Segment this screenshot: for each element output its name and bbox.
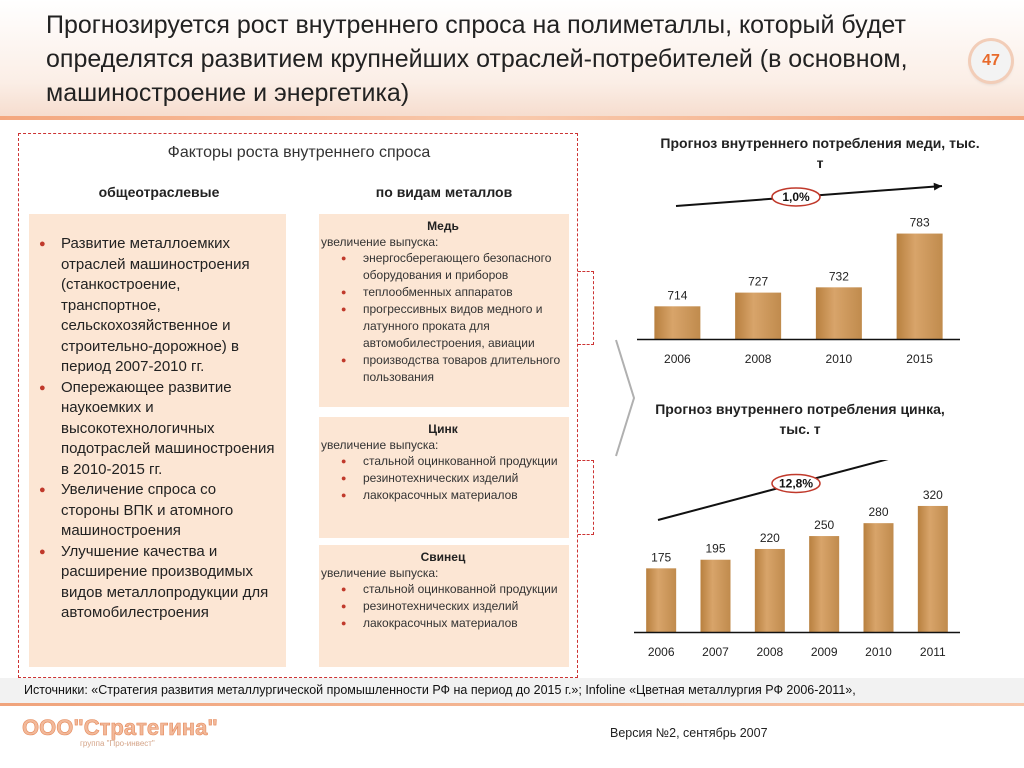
category-label-2010: 2010 xyxy=(865,645,892,659)
category-label-2008: 2008 xyxy=(756,645,784,659)
value-label-2006: 175 xyxy=(651,550,672,565)
metal-factor-item: ● энергосберегающего безопасного оборудования и приборов xyxy=(321,250,565,284)
page-number-badge: 47 xyxy=(971,41,1011,81)
bar-2009 xyxy=(809,536,839,632)
bar-2015 xyxy=(897,234,943,339)
metal-factor-item: ● стальной оцинкованной продукции xyxy=(321,453,565,470)
value-label-2010: 732 xyxy=(828,269,849,284)
value-label-2011: 320 xyxy=(922,487,943,502)
category-label-2015: 2015 xyxy=(906,352,933,366)
copper-chart-title: Прогноз внутреннего потребления меди, тыс. т xyxy=(660,135,980,171)
general-factors-box xyxy=(29,214,286,667)
slide-title: Прогнозируется рост внутреннего спроса на полиметаллы, который будет определятся развитием крупнейших отраслей-потребителей (в основном, машиностроение и энергетика) xyxy=(46,11,908,107)
header-divider xyxy=(0,116,1024,120)
category-label-2007: 2007 xyxy=(702,645,729,659)
metal-factor-item: ● резинотехнических изделий xyxy=(321,598,565,615)
zinc-bar-chart xyxy=(630,460,970,670)
bar-2008 xyxy=(755,549,785,632)
bar-2006 xyxy=(646,568,676,632)
general-factors-heading: общеотраслевые xyxy=(98,184,220,200)
general-factor-item: ● Улучшение качества и расширение производимых видов металлопродукции для автомобилестроения xyxy=(39,542,278,624)
metal-factor-item: ● теплообменных аппаратов xyxy=(321,284,565,301)
bar-2010 xyxy=(864,523,894,632)
lead-factors-box xyxy=(319,545,569,667)
general-factors-list xyxy=(39,234,278,624)
company-logo xyxy=(20,709,230,749)
category-label-2010: 2010 xyxy=(825,352,853,366)
general-factor-item: ● Увеличение спроса со стороны ВПК и атомного машиностроения xyxy=(39,480,278,542)
category-label-2006: 2006 xyxy=(647,645,675,659)
lead-factors-list xyxy=(321,581,565,632)
category-label-2009: 2009 xyxy=(810,645,838,659)
footer-divider xyxy=(0,703,1024,706)
copper-bar-chart xyxy=(630,180,970,380)
bar-2007 xyxy=(701,560,731,632)
trend-arrowhead xyxy=(934,183,942,191)
logo-subtext: группа "Про-инвест" xyxy=(80,739,155,748)
logo-text: ООО"Стратегина" xyxy=(22,715,218,740)
general-factor-item: ● Развитие металлоемких отраслей машиностроения (станкостроение, транспортное, сельскохозяйственное и строительно-дорожное) в период 2007-2010 гг. xyxy=(39,234,278,378)
metal-factor-item: ● резинотехнических изделий xyxy=(321,470,565,487)
bar-2006 xyxy=(654,306,700,339)
copper-connector-bracket xyxy=(578,271,594,345)
metal-increase-label: увеличение выпуска: xyxy=(321,438,439,452)
metal-factors-heading: по видам металлов xyxy=(375,184,513,200)
metal-increase-label: увеличение выпуска: xyxy=(321,235,439,249)
metal-name-copper: Медь xyxy=(427,219,459,233)
growth-rate-label: 12,8% xyxy=(778,476,814,491)
general-factor-item: ● Опережающее развитие наукоемких и высокотехнологичных подотраслей машиностроения в 2010-2015 гг. xyxy=(39,378,278,481)
bar-2010 xyxy=(816,287,862,339)
metal-factor-item: ● лакокрасочных материалов xyxy=(321,487,565,504)
value-label-2015: 783 xyxy=(909,215,930,230)
metal-name-zinc: Цинк xyxy=(428,422,458,436)
copper-factors-box xyxy=(319,214,569,407)
zinc-factors-list xyxy=(321,453,565,504)
category-label-2008: 2008 xyxy=(744,352,772,366)
factors-panel xyxy=(18,133,578,678)
metal-factor-item: ● прогрессивных видов медного и латунного проката для автомобилестроения, авиации xyxy=(321,301,565,352)
growth-rate-label: 1,0% xyxy=(782,189,810,204)
metal-factor-item: ● стальной оцинкованной продукции xyxy=(321,581,565,598)
value-label-2009: 250 xyxy=(814,518,835,533)
metal-factor-item: ● лакокрасочных материалов xyxy=(321,615,565,632)
value-label-2007: 195 xyxy=(705,541,726,556)
metal-increase-label: увеличение выпуска: xyxy=(321,566,439,580)
zinc-chart-title: Прогноз внутреннего потребления цинка, тыс. т xyxy=(655,401,945,437)
bar-2011 xyxy=(918,506,948,632)
version-label: Версия №2, сентябрь 2007 xyxy=(610,726,768,740)
factors-title: Факторы роста внутреннего спроса xyxy=(167,144,431,161)
copper-factors-list xyxy=(321,250,565,386)
sources-note: Источники: «Стратегия развития металлургической промышленности РФ на период до 2015 г.»; Infoline «Цветная металлургия РФ 2006-2011», xyxy=(0,678,1024,704)
zinc-factors-box xyxy=(319,417,569,538)
category-label-2006: 2006 xyxy=(664,352,691,366)
bar-2008 xyxy=(735,293,781,339)
zinc-connector-bracket xyxy=(578,460,594,535)
value-label-2010: 280 xyxy=(868,505,889,520)
category-label-2011: 2011 xyxy=(919,645,946,659)
metal-factor-item: ● производства товаров длительного пользования xyxy=(321,352,565,386)
value-label-2006: 714 xyxy=(667,288,688,303)
value-label-2008: 220 xyxy=(759,530,780,545)
value-label-2008: 727 xyxy=(748,274,769,289)
metal-name-lead: Свинец xyxy=(420,550,466,564)
